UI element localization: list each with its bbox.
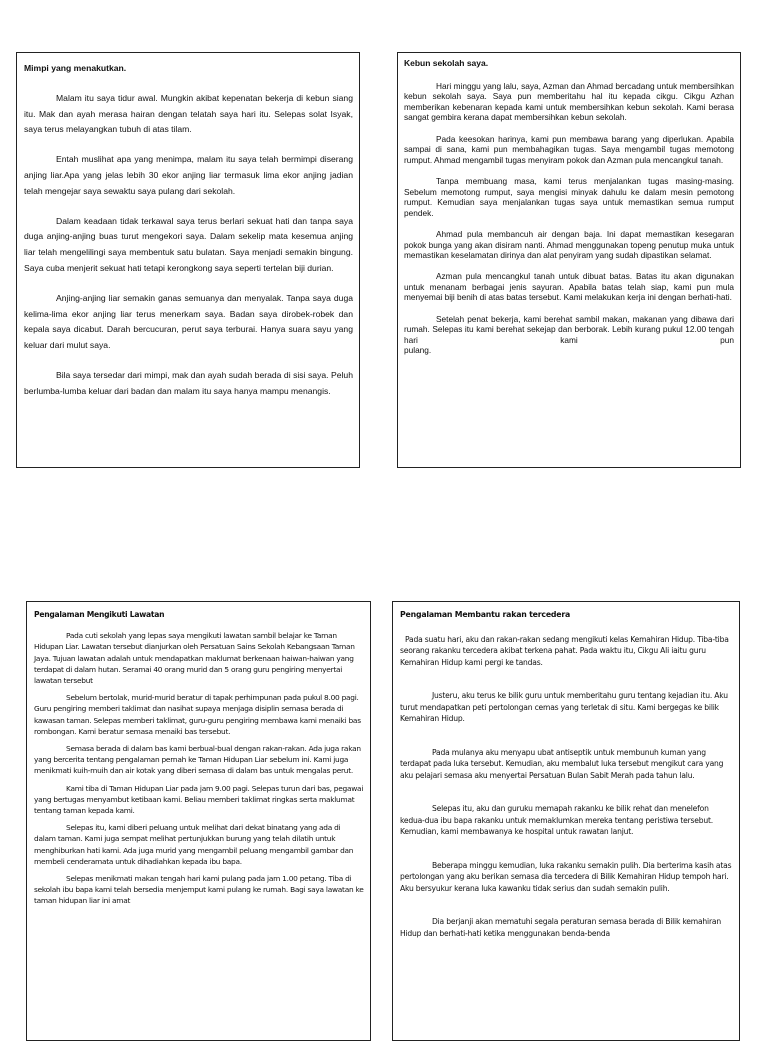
essay-paragraph: Selepas itu, aku dan guruku memapah rakanku ke bilik rehat dan menelefon kedua-dua ibu bapa rakanku untuk memaklumkan mereka tentang peristiwa tersebut. Kemudian, kami membawanya ke hospital untuk rawatan lanjut. bbox=[400, 804, 713, 836]
essay-title: Mimpi yang menakutkan. bbox=[24, 63, 127, 73]
essay-paragraph: Hari minggu yang lalu, saya, Azman dan Ahmad bercadang untuk membersihkan kebun sekolah saya. Saya pun memberitahu hal itu kepada cikgu. Cikgu Azhan memberikan kebenaran kepada kami untuk membersihkan kebun sekolah. Kami berasa sangat gembira kerana dapat membersihkan kebun sekolah. bbox=[404, 80, 734, 123]
essay-paragraph: Dia berjanji akan mematuhi segala peraturan semasa berada di Bilik kemahiran Hidup dan berhati-hati ketika menggunakan benda-benda bbox=[400, 917, 721, 938]
essay-paragraph: Kami tiba di Taman Hidupan Liar pada jam 9.00 pagi. Selepas turun dari bas, pegawai yang bertugas menyambut ketibaan kami. Beliau memberi taklimat ringkas serta maklumat tentang taman kepada kami. bbox=[34, 783, 364, 816]
essay-paragraph: Azman pula mencangkul tanah untuk dibuat batas. Batas itu akan digunakan untuk menanam berbagai jenis sayuran. Apabila batas telah siap, kami pun mula menyemai biji benih di atas batas tersebut. Kami melakukan kerja ini dengan berhati-hati. bbox=[404, 271, 734, 303]
essay-paragraph: Dalam keadaan tidak terkawal saya terus berlari sekuat hati dan tanpa saya duga anjing-anjing buas turut mengekori saya. Dalam sekelip mata kesemua anjing liar telah mengelilingi saya membentuk satu bulatan. Saya menjadi semakin bingung. Saya cuba menjerit sekuat hati tetapi kerongkong saya seperti tertelan biji durian. bbox=[24, 215, 353, 273]
essay-title: Kebun sekolah saya. bbox=[404, 58, 489, 68]
essay-pengalaman-membantu-rakan bbox=[392, 601, 740, 1041]
essay-paragraph-end: pulang. bbox=[404, 345, 432, 356]
essay-paragraph: Selepas menikmati makan tengah hari kami pulang pada jam 1.00 petang. Tiba di sekolah ibu bapa kami telah bersedia menjemput kami pulang ke rumah. Bagi saya lawatan ke taman hidupan liar ini amat bbox=[34, 874, 364, 906]
essay-paragraph: Pada cuti sekolah yang lepas saya mengikuti lawatan sambil belajar ke Taman Hidupan Liar. Lawatan tersebut dianjurkan oleh Persatuan Sains Sekolah Kebangsaan Taman Jaya. Tujuan lawatan adalah untuk mendapatkan maklumat berkenaan haiwan-haiwan yang terdapat di dalam hutan. Seramai 40 orang murid dan 5 orang guru pengiring menyertai lawatan tersebut bbox=[34, 631, 355, 686]
essay-title: Pengalaman Membantu rakan tercedera bbox=[400, 610, 571, 619]
essay-title: Pengalaman Mengikuti Lawatan bbox=[34, 610, 165, 619]
essay-paragraph: Entah muslihat apa yang menimpa, malam itu saya telah bermimpi diserang anjing liar.Apa yang jelas lebih 30 ekor anjing liar termasuk lima ekor anjing jadian telah mengejar saya sewaktu saya pulang dari sekolah. bbox=[24, 154, 353, 196]
essay-kebun-sekolah-saya bbox=[397, 52, 741, 468]
essay-paragraph: Selepas itu, kami diberi peluang untuk melihat dari dekat binatang yang ada di dalam taman. Kami juga sempat melihat pertunjukkan burung yang telah dilatih untuk menghiburkan hati kami. Ada juga murid yang mengambil peluang mengambil gambar dan membeli cenderamata untuk dihadiahkan kepada ibu bapa. bbox=[34, 823, 354, 866]
essay-paragraph: Pada keesokan harinya, kami pun membawa barang yang diperlukan. Apabila sampai di sana, kami pun membahagikan tugas. Saya mengambil tugas memotong rumput. Ahmad mengambil tugas menyiram pokok dan Azman pula mencangkul tanah. bbox=[404, 133, 734, 165]
essay-paragraph: Bila saya tersedar dari mimpi, mak dan ayah sudah berada di sisi saya. Peluh berlumba-lumba keluar dari badan dan malam itu saya hanya mampu menangis. bbox=[24, 369, 353, 396]
essay-paragraph: Tanpa membuang masa, kami terus menjalankan tugas masing-masing. Sebelum memotong rumput, saya mengisi minyak dahulu ke dalam mesin pemotong rumput. Kemudian saya menjalankan tugas saya untuk memastikan semua rumput pendek. bbox=[404, 175, 734, 218]
essay-paragraph: Justeru, aku terus ke bilik guru untuk memberitahu guru tentang kejadian itu. Aku turut mendapatkan peti pertolongan cemas yang terletak di situ. Kami bergegas ke bilik Kemahiran Hidup. bbox=[400, 691, 728, 723]
essay-paragraph: Pada mulanya aku menyapu ubat antiseptik untuk membunuh kuman yang terdapat pada luka tersebut. Kemudian, aku membalut luka tersebut mengikut cara yang aku pelajari semasa aku menyertai Persatuan Bulan Sabit Merah pada tahun lalu. bbox=[400, 747, 724, 780]
essay-paragraph: Pada suatu hari, aku dan rakan-rakan sedang mengikuti kelas Kemahiran Hidup. Tiba-tiba seorang rakanku tercedera akibat terkena pahat. Pada waktu itu, Cikgu Ali iaitu guru Kemahiran Hidup kami pergi ke tandas. bbox=[400, 634, 729, 667]
essay-paragraph: Setelah penat bekerja, kami berehat sambil makan, makanan yang dibawa dari rumah. Selepas itu kami berehat sekejap dan berborak. Lebih kurang pukul 12.00 tengah hari kami pun bbox=[404, 313, 734, 345]
essay-pengalaman-mengikuti-lawatan bbox=[26, 601, 371, 1041]
essay-mimpi-yang-menakutkan bbox=[16, 52, 360, 468]
essay-paragraph: Sebelum bertolak, murid-murid beratur di tapak perhimpunan pada pukul 8.00 pagi. Guru pengiring memberi taklimat dan nasihat supaya menjaga disiplin semasa berada di kawasan taman. Selepas memberi taklimat, guru-guru pengiring membawa kami menaiki bas rombongan. Kami beratur semasa menaiki bas tersebut. bbox=[34, 693, 361, 736]
essay-paragraph: Ahmad pula membancuh air dengan baja. Ini dapat memastikan kesegaran pokok bunga yang akan disiram nanti. Ahmad menggunakan topeng penutup muka untuk memastikan keselamatan dirinya dan alat penyiram yang sudah dipastikan selamat. bbox=[404, 228, 734, 261]
essay-paragraph: Malam itu saya tidur awal. Mungkin akibat kepenatan bekerja di kebun siang itu. Mak dan ayah merasa hairan dengan telatah saya hari itu. Selepas solat Isyak, saya terus melayangkan tubuh di atas tilam. bbox=[24, 92, 353, 135]
essay-paragraph: Anjing-anjing liar semakin ganas semuanya dan menyalak. Tanpa saya duga kelima-lima ekor anjing liar terus menerkam saya. Badan saya dirobek-robek dan kepala saya dicabut. Darah bercucuran, perut saya terburai. Hanya suara sayu yang keluar dari mulut saya. bbox=[24, 292, 353, 351]
essay-paragraph: Semasa berada di dalam bas kami berbual-bual dengan rakan-rakan. Ada juga rakan yang bercerita tentang pengalaman pernah ke Taman Hidupan Liar sebelum ini. Kami juga menikmati kuih-muih dan air kotak yang diberi semasa di dalam bas untuk mengalas perut. bbox=[34, 744, 361, 776]
essay-paragraph: Beberapa minggu kemudian, luka rakanku semakin pulih. Dia berterima kasih atas pertolongan yang aku berikan semasa dia tercedera di Bilik Kemahiran Hidup tempoh hari. Aku bersyukur kerana luka kawanku tidak serius dan sudah semakin pulih. bbox=[400, 860, 732, 893]
